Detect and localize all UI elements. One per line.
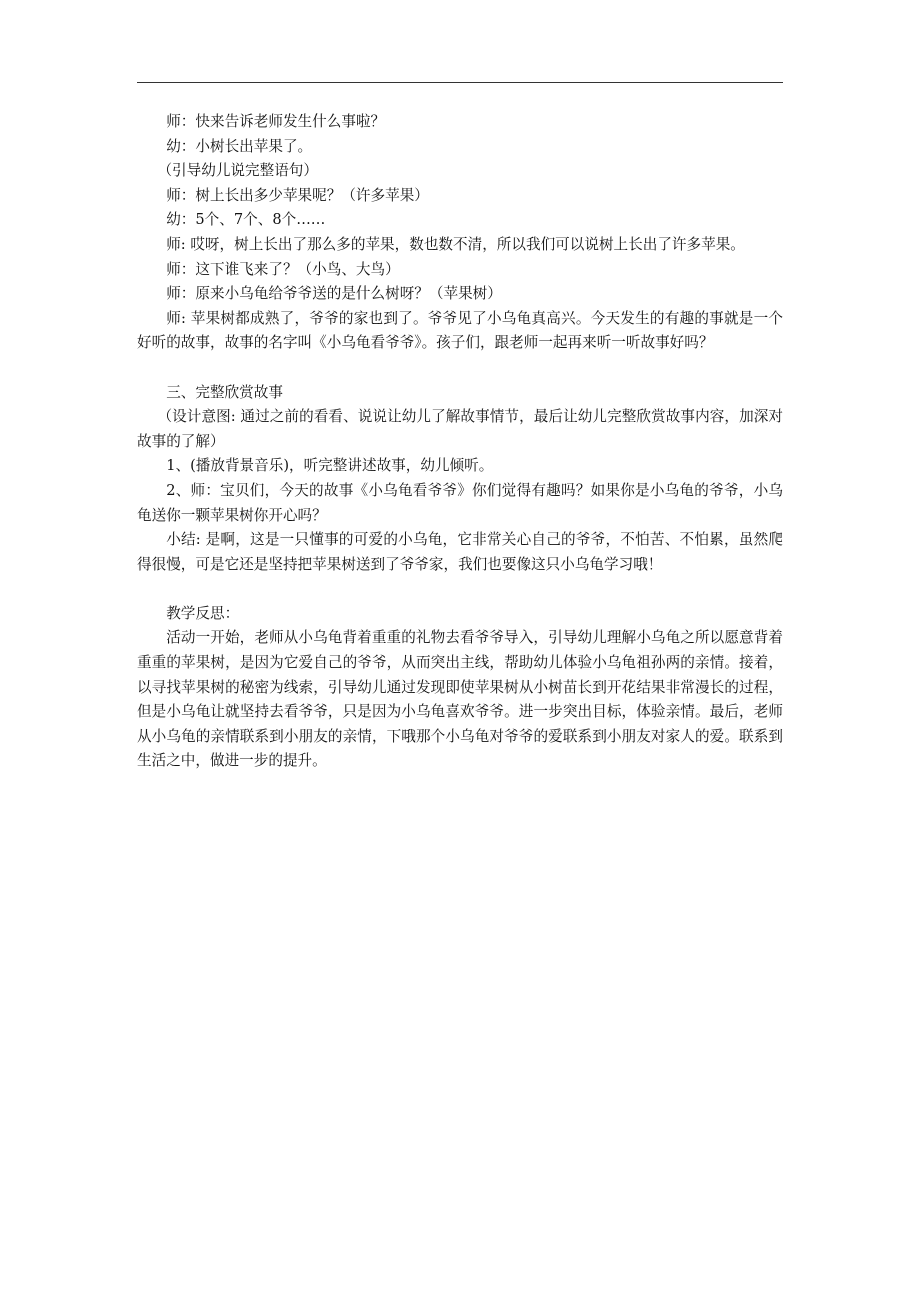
dialogue-line: 师：树上长出多少苹果呢？（许多苹果） [166,186,429,204]
dialogue-line: 幼：5个、7个、8个…… [166,211,326,229]
dialogue-line: 师：快来告诉老师发生什么事啦？ [166,113,386,130]
header-rule [137,82,783,83]
section-heading: 三、完整欣赏故事 [166,383,283,401]
dialogue-line: 幼：小树长出苹果了。 [166,137,313,155]
dialogue-line: 师: 苹果树都成熟了，爷爷的家也到了。爷爷见了小乌龟真高兴。今天发生的有趣的事就是一个好听的故事，故事的名字叫《小乌龟看爷爷》。孩子们，跟老师一起再来听一听故事好吗？ [137,309,783,352]
design-intent: （设计意图: 通过之前的看看、说说让幼儿了解故事情节，最后让幼儿完整欣赏故事内容，加深对故事的了解） [137,408,783,450]
reflection-body: 活动一开始，老师从小乌龟背着重重的礼物去看爷爷导入，引导幼儿理解小乌龟之所以愿意背着重重的苹果树，是因为它爱自己的爷爷，从而突出主线，帮助幼儿体验小乌龟祖孙两的亲情。接着，以寻找苹果树的秘密为线索，引导幼儿通过发现即使苹果树从小树苗长到开花结果非常漫长的过程，但是小乌龟让就坚持去看爷爷，只是因为小乌龟喜欢爷爷。进一步突出目标，体验亲情。最后，老师从小乌龟的亲情联系到小朋友的亲情，下哦那个小乌龟对爷爷的爱联系到小朋友对家人的爱。联系到生活之中，做进一步的提升。 [137,629,783,770]
reflection-heading: 教学反思： [166,604,240,622]
step-item: 2、师：宝贝们，今天的故事《小乌龟看爷爷》你们觉得有趣吗？如果你是小乌龟的爷爷，小乌龟送你一颗苹果树你开心吗？ [137,481,783,524]
document-body [137,110,783,774]
paragraph-gap [137,577,783,602]
paragraph-gap [137,356,783,381]
dialogue-line: 师：原来小乌龟给爷爷送的是什么树呀？（苹果树） [166,285,502,303]
step-item: 1、(播放背景音乐)，听完整讲述故事，幼儿倾听。 [166,457,494,475]
dialogue-line: 师: 哎呀，树上长出了那么多的苹果，数也数不清，所以我们可以说树上长出了许多苹果。 [166,235,745,253]
dialogue-note: （引导幼儿说完整语句） [157,162,318,180]
summary-paragraph: 小结: 是啊，这是一只懂事的可爱的小乌龟，它非常关心自己的爷爷，不怕苦、不怕累，虽然爬得很慢，可是它还是坚持把苹果树送到了爷爷家，我们也要像这只小乌龟学习哦！ [137,531,783,573]
dialogue-line: 师：这下谁飞来了？（小鸟、大鸟） [166,260,400,278]
